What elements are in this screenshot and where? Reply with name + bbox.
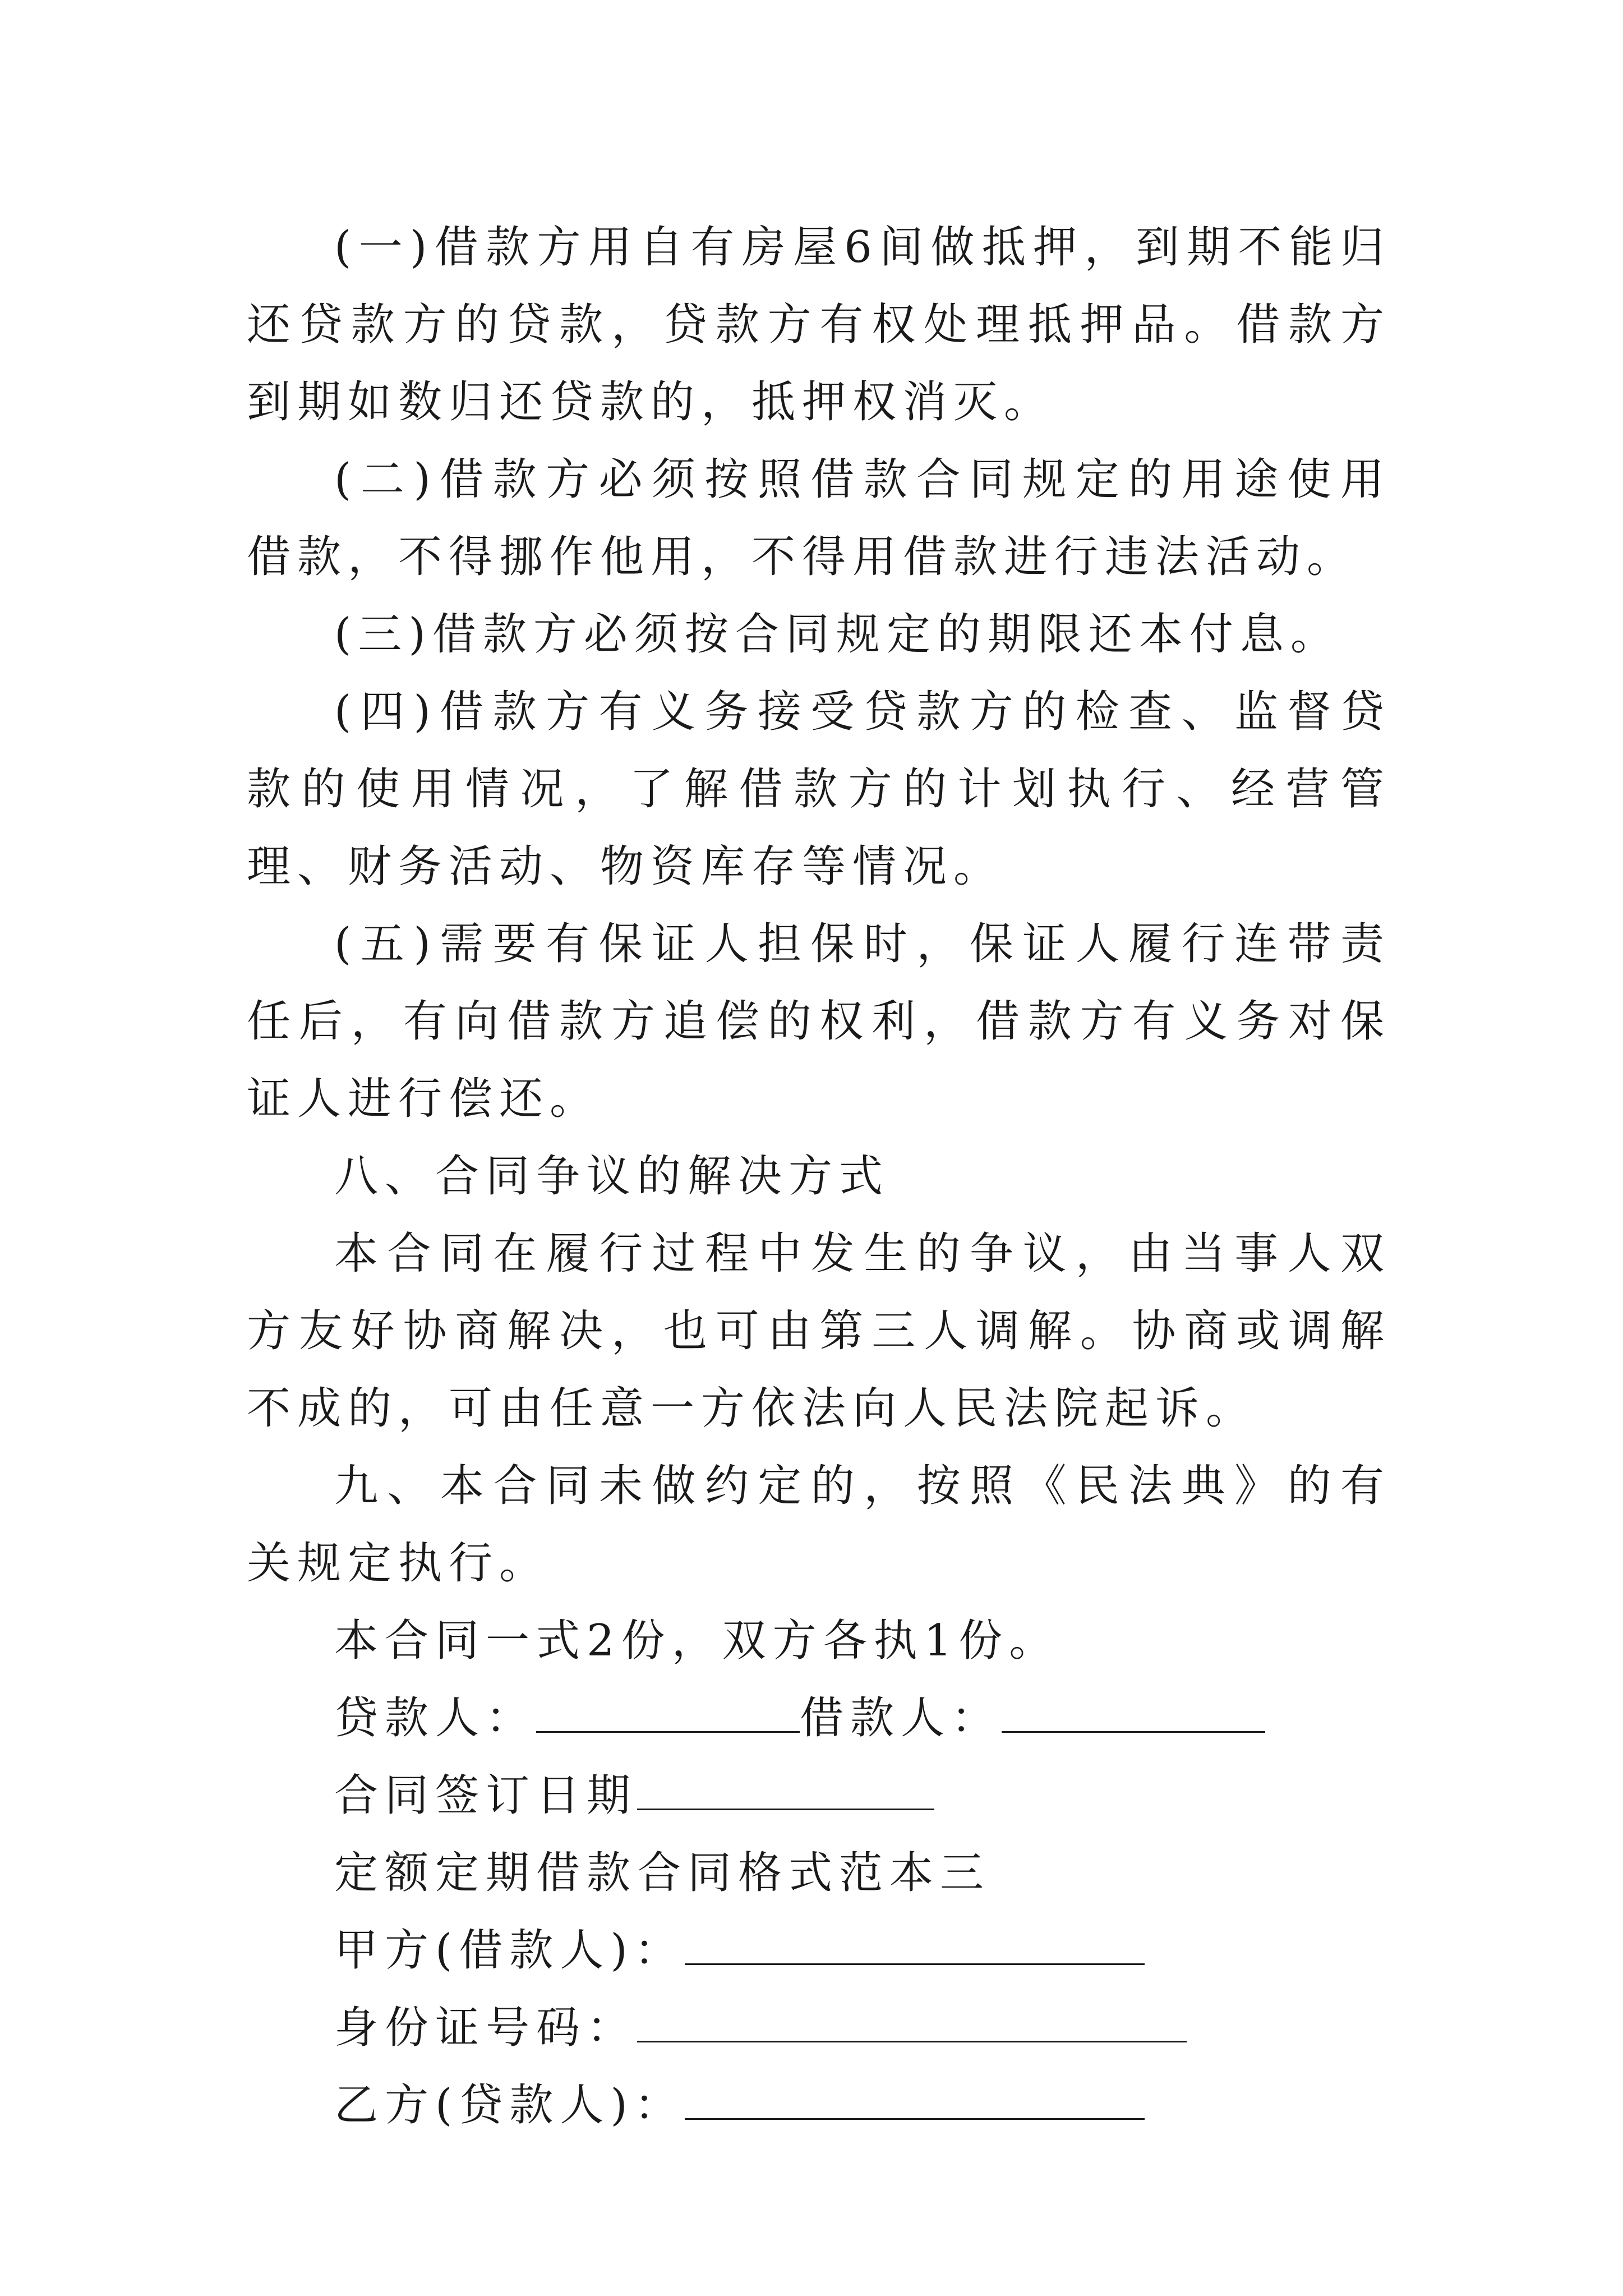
template-3-title: 定额定期借款合同格式范本三	[334, 1848, 991, 1898]
lender-label: 贷款人：	[334, 1693, 537, 1743]
party-a-row	[247, 1912, 1391, 1989]
clause-1: (一)借款方用自有房屋6间做抵押，到期不能归还贷款方的贷款，贷款方有权处理抵押品。借款方到期如数归还贷款的，抵押权消灭。	[247, 222, 1391, 427]
id-number-label: 身份证号码：	[334, 2003, 638, 2053]
signature-row	[247, 1680, 1391, 1757]
clause-4: (四)借款方有义务接受贷款方的检查、监督贷款的使用情况，了解借款方的计划执行、经营管理、财务活动、物资库存等情况。	[247, 687, 1391, 892]
party-a-blank	[685, 1924, 1145, 1965]
party-b-label: 乙方(贷款人)：	[334, 2080, 685, 2131]
section-8-heading: 八、合同争议的解决方式	[334, 1151, 890, 1202]
sign-date-label: 合同签订日期	[334, 1770, 638, 1821]
id-number-blank	[637, 2001, 1187, 2042]
sign-date-row	[247, 1757, 1391, 1834]
party-a-label: 甲方(借款人)：	[334, 1925, 685, 1976]
clause-2: (二)借款方必须按照借款合同规定的用途使用借款，不得挪作他用，不得用借款进行违法活动。	[247, 454, 1391, 582]
id-number-row	[247, 1989, 1391, 2067]
clause-5: (五)需要有保证人担保时，保证人履行连带责任后，有向借款方追偿的权利，借款方有义务对保证人进行偿还。	[247, 919, 1391, 1124]
copies-note: 本合同一式2份，双方各执1份。	[334, 1616, 1060, 1666]
party-b-blank	[685, 2079, 1145, 2120]
borrower-label: 借款人：	[800, 1693, 1002, 1743]
party-b-row	[247, 2067, 1391, 2144]
document-body	[247, 209, 1391, 2144]
section-9: 九、本合同未做约定的，按照《民法典》的有关规定执行。	[247, 1461, 1391, 1589]
borrower-blank	[1002, 1692, 1265, 1733]
section-8-body: 本合同在履行过程中发生的争议，由当事人双方友好协商解决，也可由第三人调解。协商或调解不成的，可由任意一方依法向人民法院起诉。	[247, 1228, 1391, 1434]
clause-3: (三)借款方必须按合同规定的期限还本付息。	[334, 609, 1341, 660]
lender-blank	[536, 1692, 800, 1733]
sign-date-blank	[637, 1769, 934, 1810]
